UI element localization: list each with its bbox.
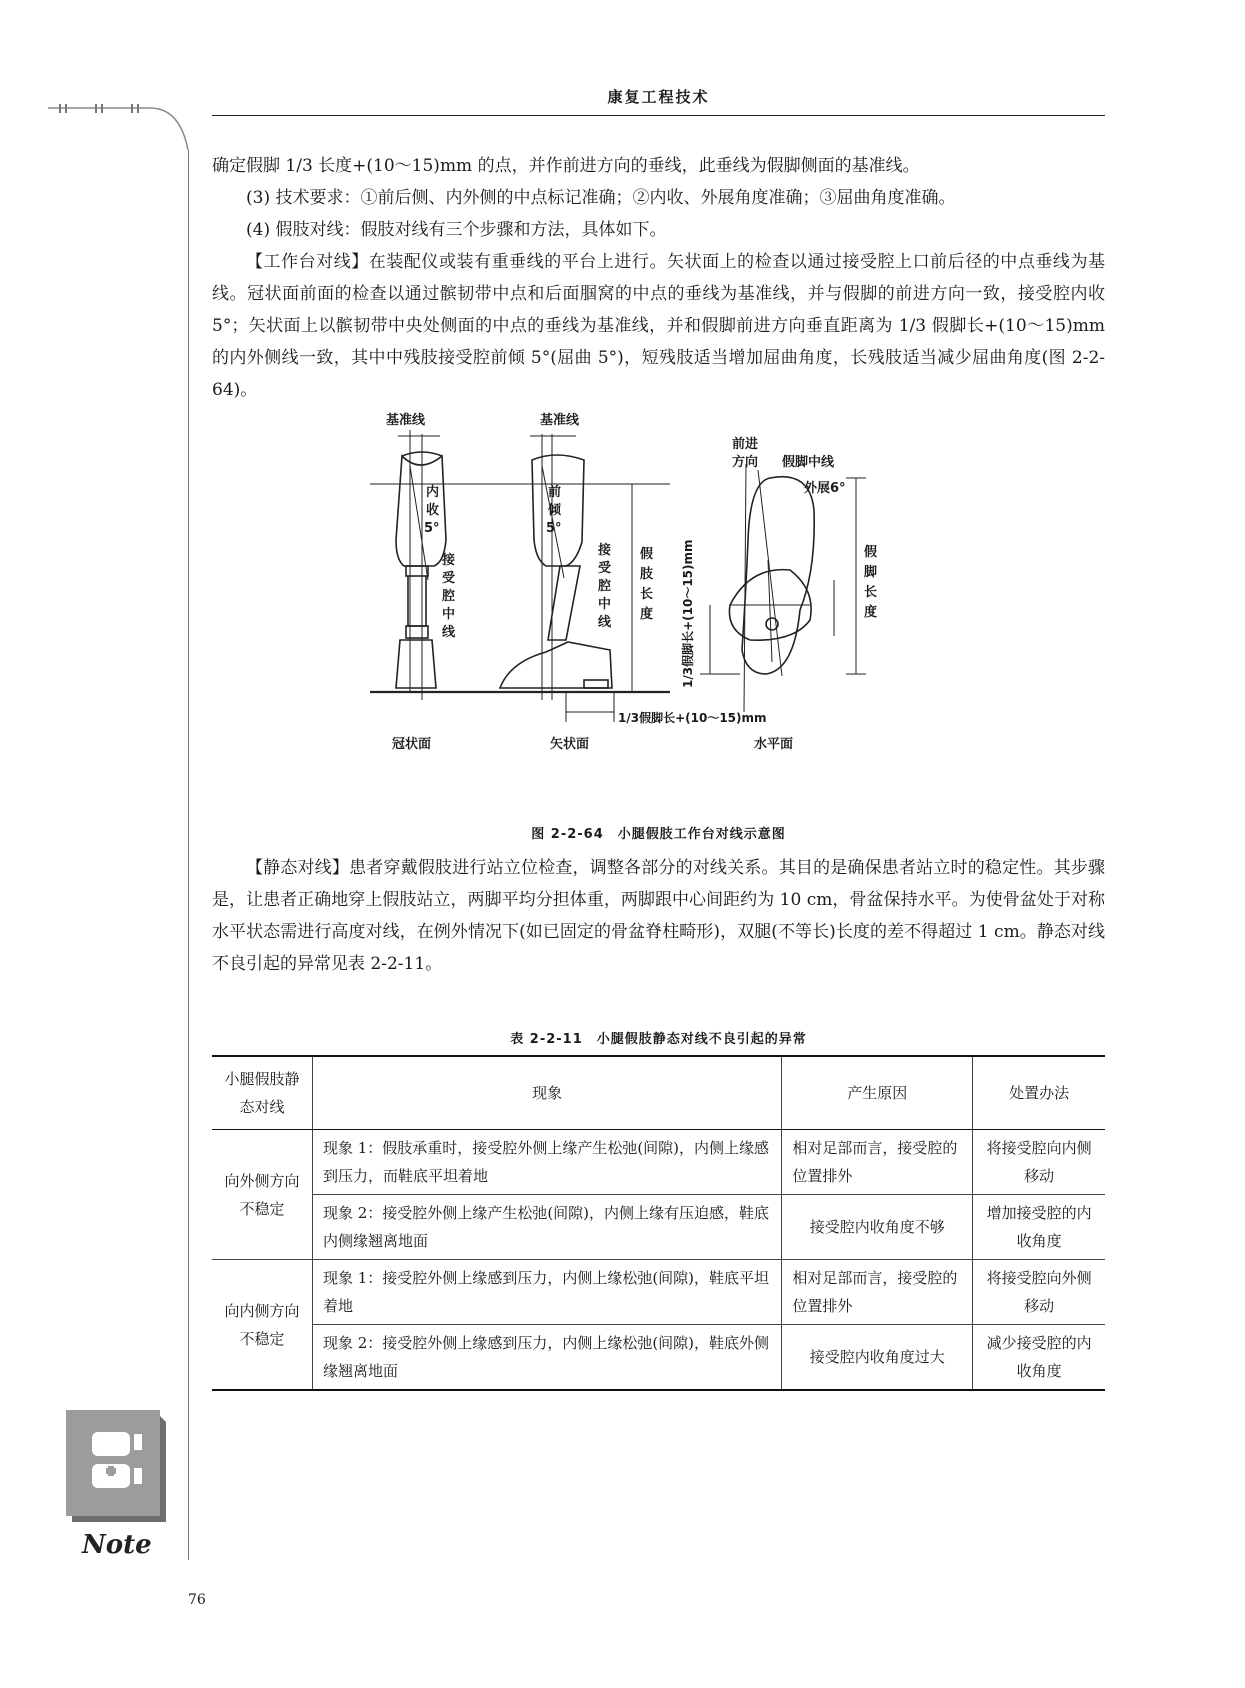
label-third-foot-length-horizontal: 1/3假脚长+(10～15)mm bbox=[618, 711, 767, 725]
table-row bbox=[212, 1195, 1105, 1260]
category-inward: 向内侧方向不稳定 bbox=[212, 1260, 313, 1391]
label-socket-center-left-5: 线 bbox=[442, 625, 456, 640]
cause-cell: 相对足部而言，接受腔的位置排外 bbox=[782, 1130, 973, 1195]
label-anteversion-3: 5° bbox=[546, 521, 562, 536]
label-prosthesis-length-1: 假 bbox=[640, 547, 654, 562]
paragraph-3: (4) 假肢对线：假肢对线有三个步骤和方法，具体如下。 bbox=[246, 220, 667, 240]
label-socket-center-mid-1: 接 bbox=[598, 543, 612, 558]
label-prosthesis-length-2: 肢 bbox=[640, 567, 654, 582]
bench-alignment-text: 在装配仪或装有重垂线的平台上进行。矢状面上的检查以通过接受腔上口前后径的中点垂线为基线。冠状面前面的检查以通过髌韧带中点和后面腘窝的中点的垂线为基准线，并与假脚的前进方向一致，接受腔内收 5°；矢状面上以髌韧带中央处侧面的中点的垂线为基准线，并和假脚前进方向垂直距离为 1/3 假脚长+(10～15)mm 的内外侧线一致，其中中残肢接受腔前倾 5°(屈曲 5°)，短残肢适当增加屈曲角度，长残肢适当减少屈曲角度(图 2-2-64)。 bbox=[212, 252, 1106, 400]
label-third-foot-length-vertical: 1/3假脚长+(10～15)mm bbox=[681, 539, 695, 688]
label-prosthesis-length-4: 度 bbox=[640, 607, 654, 622]
solution-cell: 将接受腔向外侧移动 bbox=[973, 1260, 1105, 1325]
label-baseline-mid: 基准线 bbox=[540, 413, 580, 428]
figure-caption: 图 2-2-64 小腿假肢工作台对线示意图 bbox=[531, 827, 786, 842]
solution-cell: 减少接受腔的内收角度 bbox=[973, 1325, 1105, 1391]
label-foot-length-3: 长 bbox=[864, 585, 878, 600]
label-socket-center-left-1: 接 bbox=[442, 553, 456, 568]
label-adduction-2: 收 bbox=[426, 503, 440, 518]
label-anteversion-2: 倾 bbox=[548, 503, 562, 518]
header-cause: 产生原因 bbox=[782, 1056, 973, 1130]
phenomenon-cell: 现象 1：接受腔外侧上缘感到压力，内侧上缘松弛(间隙)，鞋底平坦着地 bbox=[313, 1260, 782, 1325]
note-icon bbox=[66, 1410, 166, 1522]
label-adduction-3: 5° bbox=[424, 521, 440, 536]
label-socket-center-mid-2: 受 bbox=[598, 561, 612, 576]
category-outward: 向外侧方向不稳定 bbox=[212, 1130, 313, 1260]
paragraph-4 bbox=[212, 246, 1105, 406]
cause-cell: 相对足部而言，接受腔的位置排外 bbox=[782, 1260, 973, 1325]
header-category: 小腿假肢静态对线 bbox=[212, 1056, 313, 1130]
paragraph-1: 确定假脚 1/3 长度+(10～15)mm 的点，并作前进方向的垂线，此垂线为假脚侧面的基准线。 bbox=[212, 156, 920, 176]
table-row bbox=[212, 1260, 1105, 1325]
label-horizontal-plane: 水平面 bbox=[754, 737, 794, 752]
label-adduction-1: 内 bbox=[426, 485, 440, 500]
label-socket-center-left-4: 中 bbox=[442, 607, 456, 622]
label-forward-direction-1: 前进 bbox=[732, 437, 759, 452]
paragraph-2: (3) 技术要求：①前后侧、内外侧的中点标记准确；②内收、外展角度准确；③屈曲角度准确。 bbox=[246, 188, 956, 208]
solution-cell: 将接受腔向内侧移动 bbox=[973, 1130, 1105, 1195]
static-alignment-tag: 【静态对线】 bbox=[246, 858, 350, 878]
static-alignment-text: 患者穿戴假肢进行站立位检查，调整各部分的对线关系。其目的是确保患者站立时的稳定性。其步骤是，让患者正确地穿上假肢站立，两脚平均分担体重，两脚跟中心间距约为 10 cm，骨盆保持水平。为使骨盆处于对称水平状态需进行高度对线，在例外情况下(如已固定的骨盆脊柱畸形)，双腿(不等长)长度的差不得超过 1 cm。静态对线不良引起的异常见表 2-2-11。 bbox=[212, 858, 1106, 974]
label-socket-center-mid-3: 腔 bbox=[598, 579, 612, 594]
table-header-row bbox=[212, 1056, 1105, 1130]
cause-cell: 接受腔内收角度过大 bbox=[782, 1325, 973, 1391]
label-sagittal-plane: 矢状面 bbox=[550, 737, 590, 752]
label-foot-centerline: 假脚中线 bbox=[782, 455, 835, 470]
table-row bbox=[212, 1325, 1105, 1391]
label-coronal-plane: 冠状面 bbox=[392, 737, 432, 752]
label-forward-direction-2: 方向 bbox=[732, 455, 759, 470]
alignment-table bbox=[212, 1055, 1105, 1391]
margin-rule bbox=[188, 150, 189, 1560]
cause-cell: 接受腔内收角度不够 bbox=[782, 1195, 973, 1260]
header-phenomenon: 现象 bbox=[313, 1056, 782, 1130]
label-foot-length-4: 度 bbox=[864, 605, 878, 620]
body-text-middle bbox=[212, 852, 1105, 980]
label-socket-center-left-2: 受 bbox=[442, 571, 456, 586]
bench-alignment-tag: 【工作台对线】 bbox=[246, 252, 369, 272]
header-rule bbox=[212, 115, 1105, 116]
label-foot-length-1: 假 bbox=[864, 545, 878, 560]
body-text-top bbox=[212, 150, 1105, 406]
label-prosthesis-length-3: 长 bbox=[640, 587, 654, 602]
table-row bbox=[212, 1130, 1105, 1195]
running-header: 康复工程技术 bbox=[607, 88, 710, 106]
solution-cell: 增加接受腔的内收角度 bbox=[973, 1195, 1105, 1260]
phenomenon-cell: 现象 2：接受腔外侧上缘产生松弛(间隙)，内侧上缘有压迫感，鞋底内侧缘翘离地面 bbox=[313, 1195, 782, 1260]
table-caption: 表 2-2-11 小腿假肢静态对线不良引起的异常 bbox=[510, 1032, 807, 1047]
label-socket-center-mid-4: 中 bbox=[598, 597, 612, 612]
phenomenon-cell: 现象 2：接受腔外侧上缘感到压力，内侧上缘松弛(间隙)，鞋底外侧缘翘离地面 bbox=[313, 1325, 782, 1391]
header-solution: 处置办法 bbox=[973, 1056, 1105, 1130]
label-socket-center-left-3: 腔 bbox=[442, 589, 456, 604]
alignment-figure bbox=[370, 413, 930, 810]
label-foot-length-2: 脚 bbox=[864, 565, 878, 580]
paragraph-5 bbox=[212, 852, 1105, 980]
page-number: 76 bbox=[188, 1592, 206, 1608]
header-decoration bbox=[40, 104, 190, 164]
note-label: Note bbox=[82, 1530, 152, 1560]
label-abduction: 外展6° bbox=[804, 481, 846, 496]
phenomenon-cell: 现象 1：假肢承重时，接受腔外侧上缘产生松弛(间隙)，内侧上缘感到压力，而鞋底平坦着地 bbox=[313, 1130, 782, 1195]
label-baseline-left: 基准线 bbox=[386, 413, 426, 428]
label-anteversion-1: 前 bbox=[548, 485, 562, 500]
label-socket-center-mid-5: 线 bbox=[598, 615, 612, 630]
